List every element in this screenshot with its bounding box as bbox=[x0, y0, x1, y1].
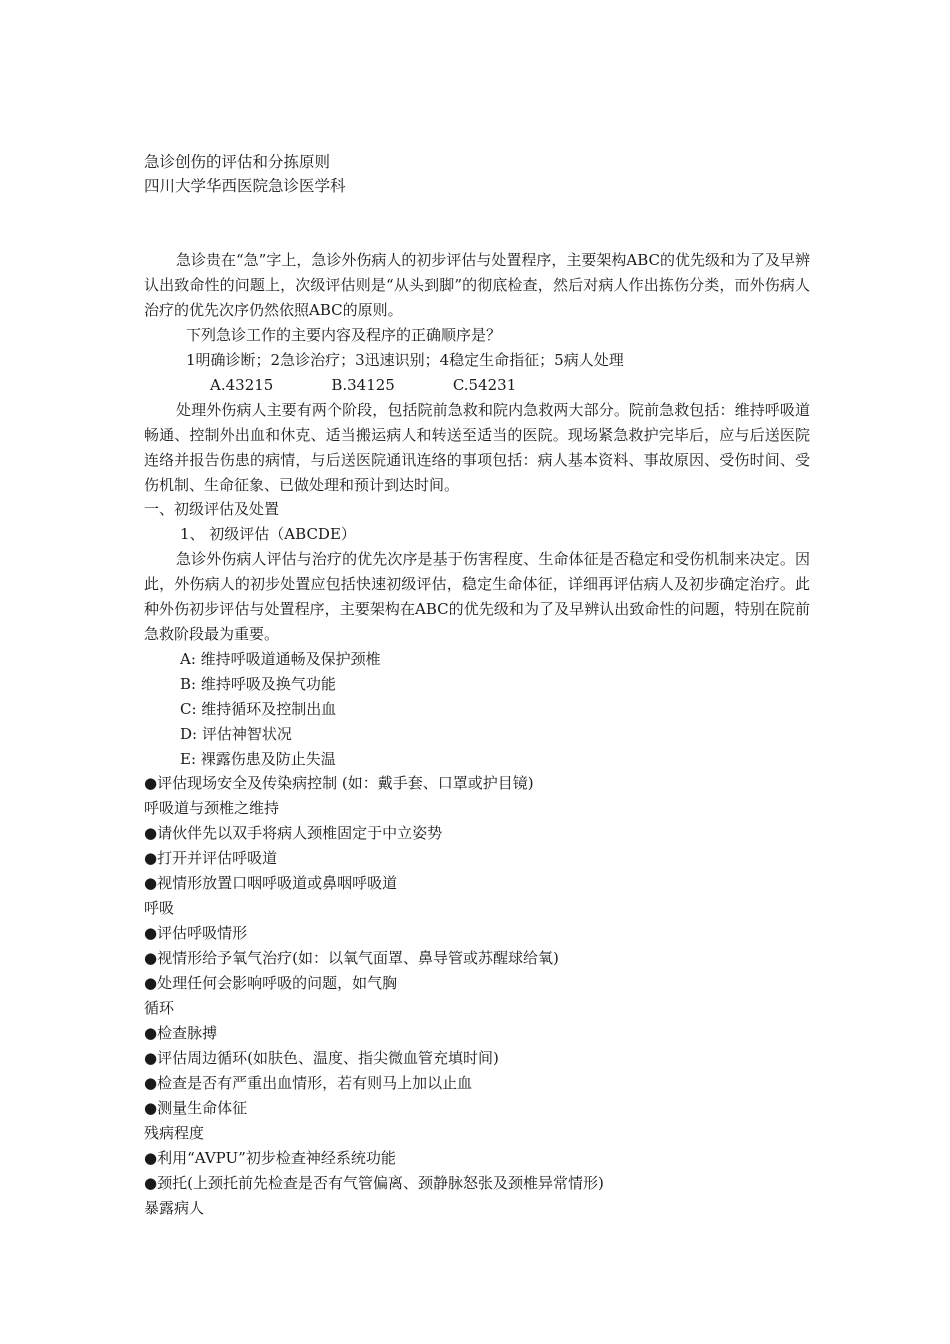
abcde-item: B: 维持呼吸及换气功能 bbox=[180, 675, 336, 693]
list-line: ●利用“AVPU”初步检查神经系统功能 bbox=[144, 1149, 396, 1167]
list-line: ●颈托(上颈托前先检查是否有气管偏离、颈静脉怒张及颈椎异常情形) bbox=[144, 1174, 604, 1192]
priority-paragraph: 急诊外伤病人评估与治疗的优先次序是基于伤害程度、生命体征是否稳定和受伤机制来决定。因此，外伤病人的初步处置应包括快速初级评估，稳定生命体征，详细再评估病人及初步确定治疗。此种外伤初步评估与处置程序，主要架构在ABC的优先级和为了及早辨认出致命性的问题，特别在院前急救阶段最为重要。 bbox=[144, 550, 810, 643]
list-line: 循环 bbox=[144, 999, 175, 1017]
subsection-heading: 1、 初级评估（ABCDE） bbox=[180, 525, 356, 543]
abcde-item: D: 评估神智状况 bbox=[180, 725, 292, 743]
intro-paragraph: 急诊贵在“急”字上，急诊外伤病人的初步评估与处置程序，主要架构ABC的优先级和为了及早辨认出致命性的问题上，次级评估则是“从头到脚”的彻底检查，然后对病人作出拣伤分类，而外伤病人治疗的优先次序仍然依照ABC的原则。 bbox=[144, 251, 810, 319]
question-text: 下列急诊工作的主要内容及程序的正确顺序是？ bbox=[186, 326, 502, 344]
abcde-item: E: 裸露伤患及防止失温 bbox=[180, 750, 336, 768]
list-line: ●视情形放置口咽呼吸道或鼻咽呼吸道 bbox=[144, 874, 398, 892]
list-line: 残病程度 bbox=[144, 1124, 205, 1142]
choice-b: B.34125 bbox=[331, 376, 395, 394]
list-line: ●打开并评估呼吸道 bbox=[144, 849, 278, 867]
choice-a: A.43215 bbox=[210, 376, 274, 394]
question-items: 1明确诊断；2急诊治疗；3迅速识别；4稳定生命指征；5病人处理 bbox=[186, 351, 624, 369]
list-line: ●评估周边循环(如肤色、温度、指尖微血管充填时间) bbox=[144, 1049, 499, 1067]
list-line: ●评估呼吸情形 bbox=[144, 924, 248, 942]
abcde-item: C: 维持循环及控制出血 bbox=[180, 700, 337, 718]
section-heading: 一、初级评估及处置 bbox=[144, 500, 280, 518]
list-line: ●检查脉搏 bbox=[144, 1024, 218, 1042]
stages-paragraph: 处理外伤病人主要有两个阶段，包括院前急救和院内急救两大部分。院前急救包括：维持呼吸道畅通、控制外出血和休克、适当搬运病人和转送至适当的医院。现场紧急救护完毕后，应与后送医院连络并报告伤患的病情，与后送医院通讯连络的事项包括：病人基本资料、事故原因、受伤时间、受伤机制、生命征象、已做处理和预计到达时间。 bbox=[144, 401, 810, 494]
choice-c: C.54231 bbox=[452, 376, 517, 394]
list-line: 暴露病人 bbox=[144, 1199, 205, 1217]
list-line: ●评估现场安全及传染病控制 (如：戴手套、口罩或护目镜) bbox=[144, 774, 534, 792]
list-line: ●测量生命体征 bbox=[144, 1099, 248, 1117]
abcde-item: A: 维持呼吸道通畅及保护颈椎 bbox=[180, 650, 381, 668]
list-line: ●检查是否有严重出血情形，若有则马上加以止血 bbox=[144, 1074, 473, 1092]
list-line: 呼吸道与颈椎之维持 bbox=[144, 799, 280, 817]
document-title: 急诊创伤的评估和分拣原则 bbox=[144, 153, 331, 171]
list-line: ●视情形给予氧气治疗(如：以氧气面罩、鼻导管或苏醒球给氧) bbox=[144, 949, 559, 967]
list-line: ●处理任何会影响呼吸的问题，如气胸 bbox=[144, 974, 398, 992]
answer-choices bbox=[210, 373, 574, 397]
list-line: 呼吸 bbox=[144, 899, 175, 917]
list-line: ●请伙伴先以双手将病人颈椎固定于中立姿势 bbox=[144, 824, 443, 842]
document-author: 四川大学华西医院急诊医学科 bbox=[144, 177, 346, 195]
